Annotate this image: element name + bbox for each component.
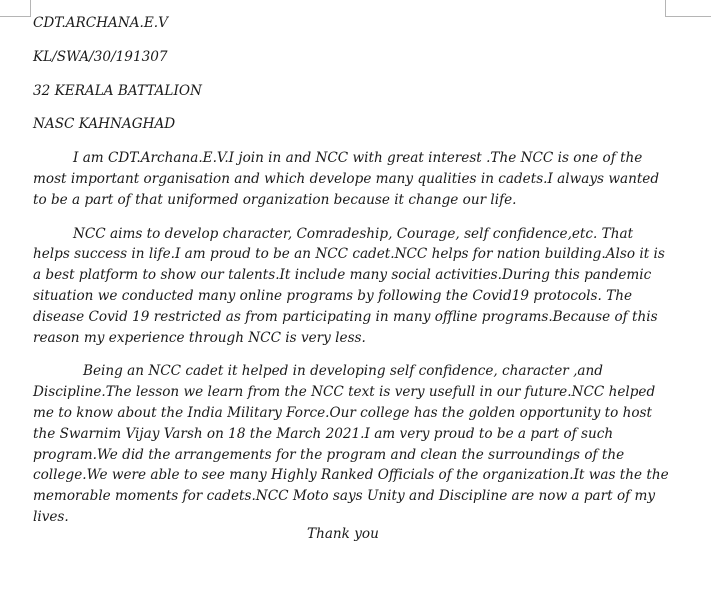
closing-thank-you: Thank you	[307, 526, 379, 542]
college-name: NASC KAHNAGHAD	[33, 116, 176, 133]
document-page	[33, 13, 673, 541]
paragraph-introduction: I am CDT.Archana.E.V.I join in and NCC with great interest .The NCC is one of the most important organisation and which develope many qualities in cadets.I always wanted to be a part of that uniformed organization because it change our life.	[33, 150, 660, 208]
regimental-number: KL/SWA/30/191307	[33, 48, 168, 65]
paragraph-ncc-aims: NCC aims to develop character, Comradeship, Courage, self confidence,etc. That helps success in life.I am proud to be an NCC cadet.NCC helps for nation building.Also it is a best platform to show our talents.It include many social activities.During this pandemic situation we conducted many online programs by following the Covid19 protocols. The disease Covid 19 restricted as from participating in many offline programs.Because of this reason my experience through NCC is very less.	[33, 225, 665, 346]
crop-mark-top-left	[0, 0, 31, 17]
battalion-name: 32 KERALA BATTALION	[33, 82, 202, 99]
cadet-name: CDT.ARCHANA.E.V	[33, 15, 168, 31]
paragraph-experience: Being an NCC cadet it helped in developing self confidence, character ,and Discipline.The lesson we learn from the NCC text is very usefull in our future.NCC helped me to know about the India Military Force.Our college has the golden opportunity to host the Swarnim Vijay Varsh on 18 the March 2021.I am very proud to be a part of such program.We did the arrangements for the program and clean the surroundings of the college.We were able to see many Highly Ranked Officials of the organization.It was the the memorable moments for cadets.NCC Moto says Unity and Discipline are now a part of my lives.	[33, 363, 669, 525]
